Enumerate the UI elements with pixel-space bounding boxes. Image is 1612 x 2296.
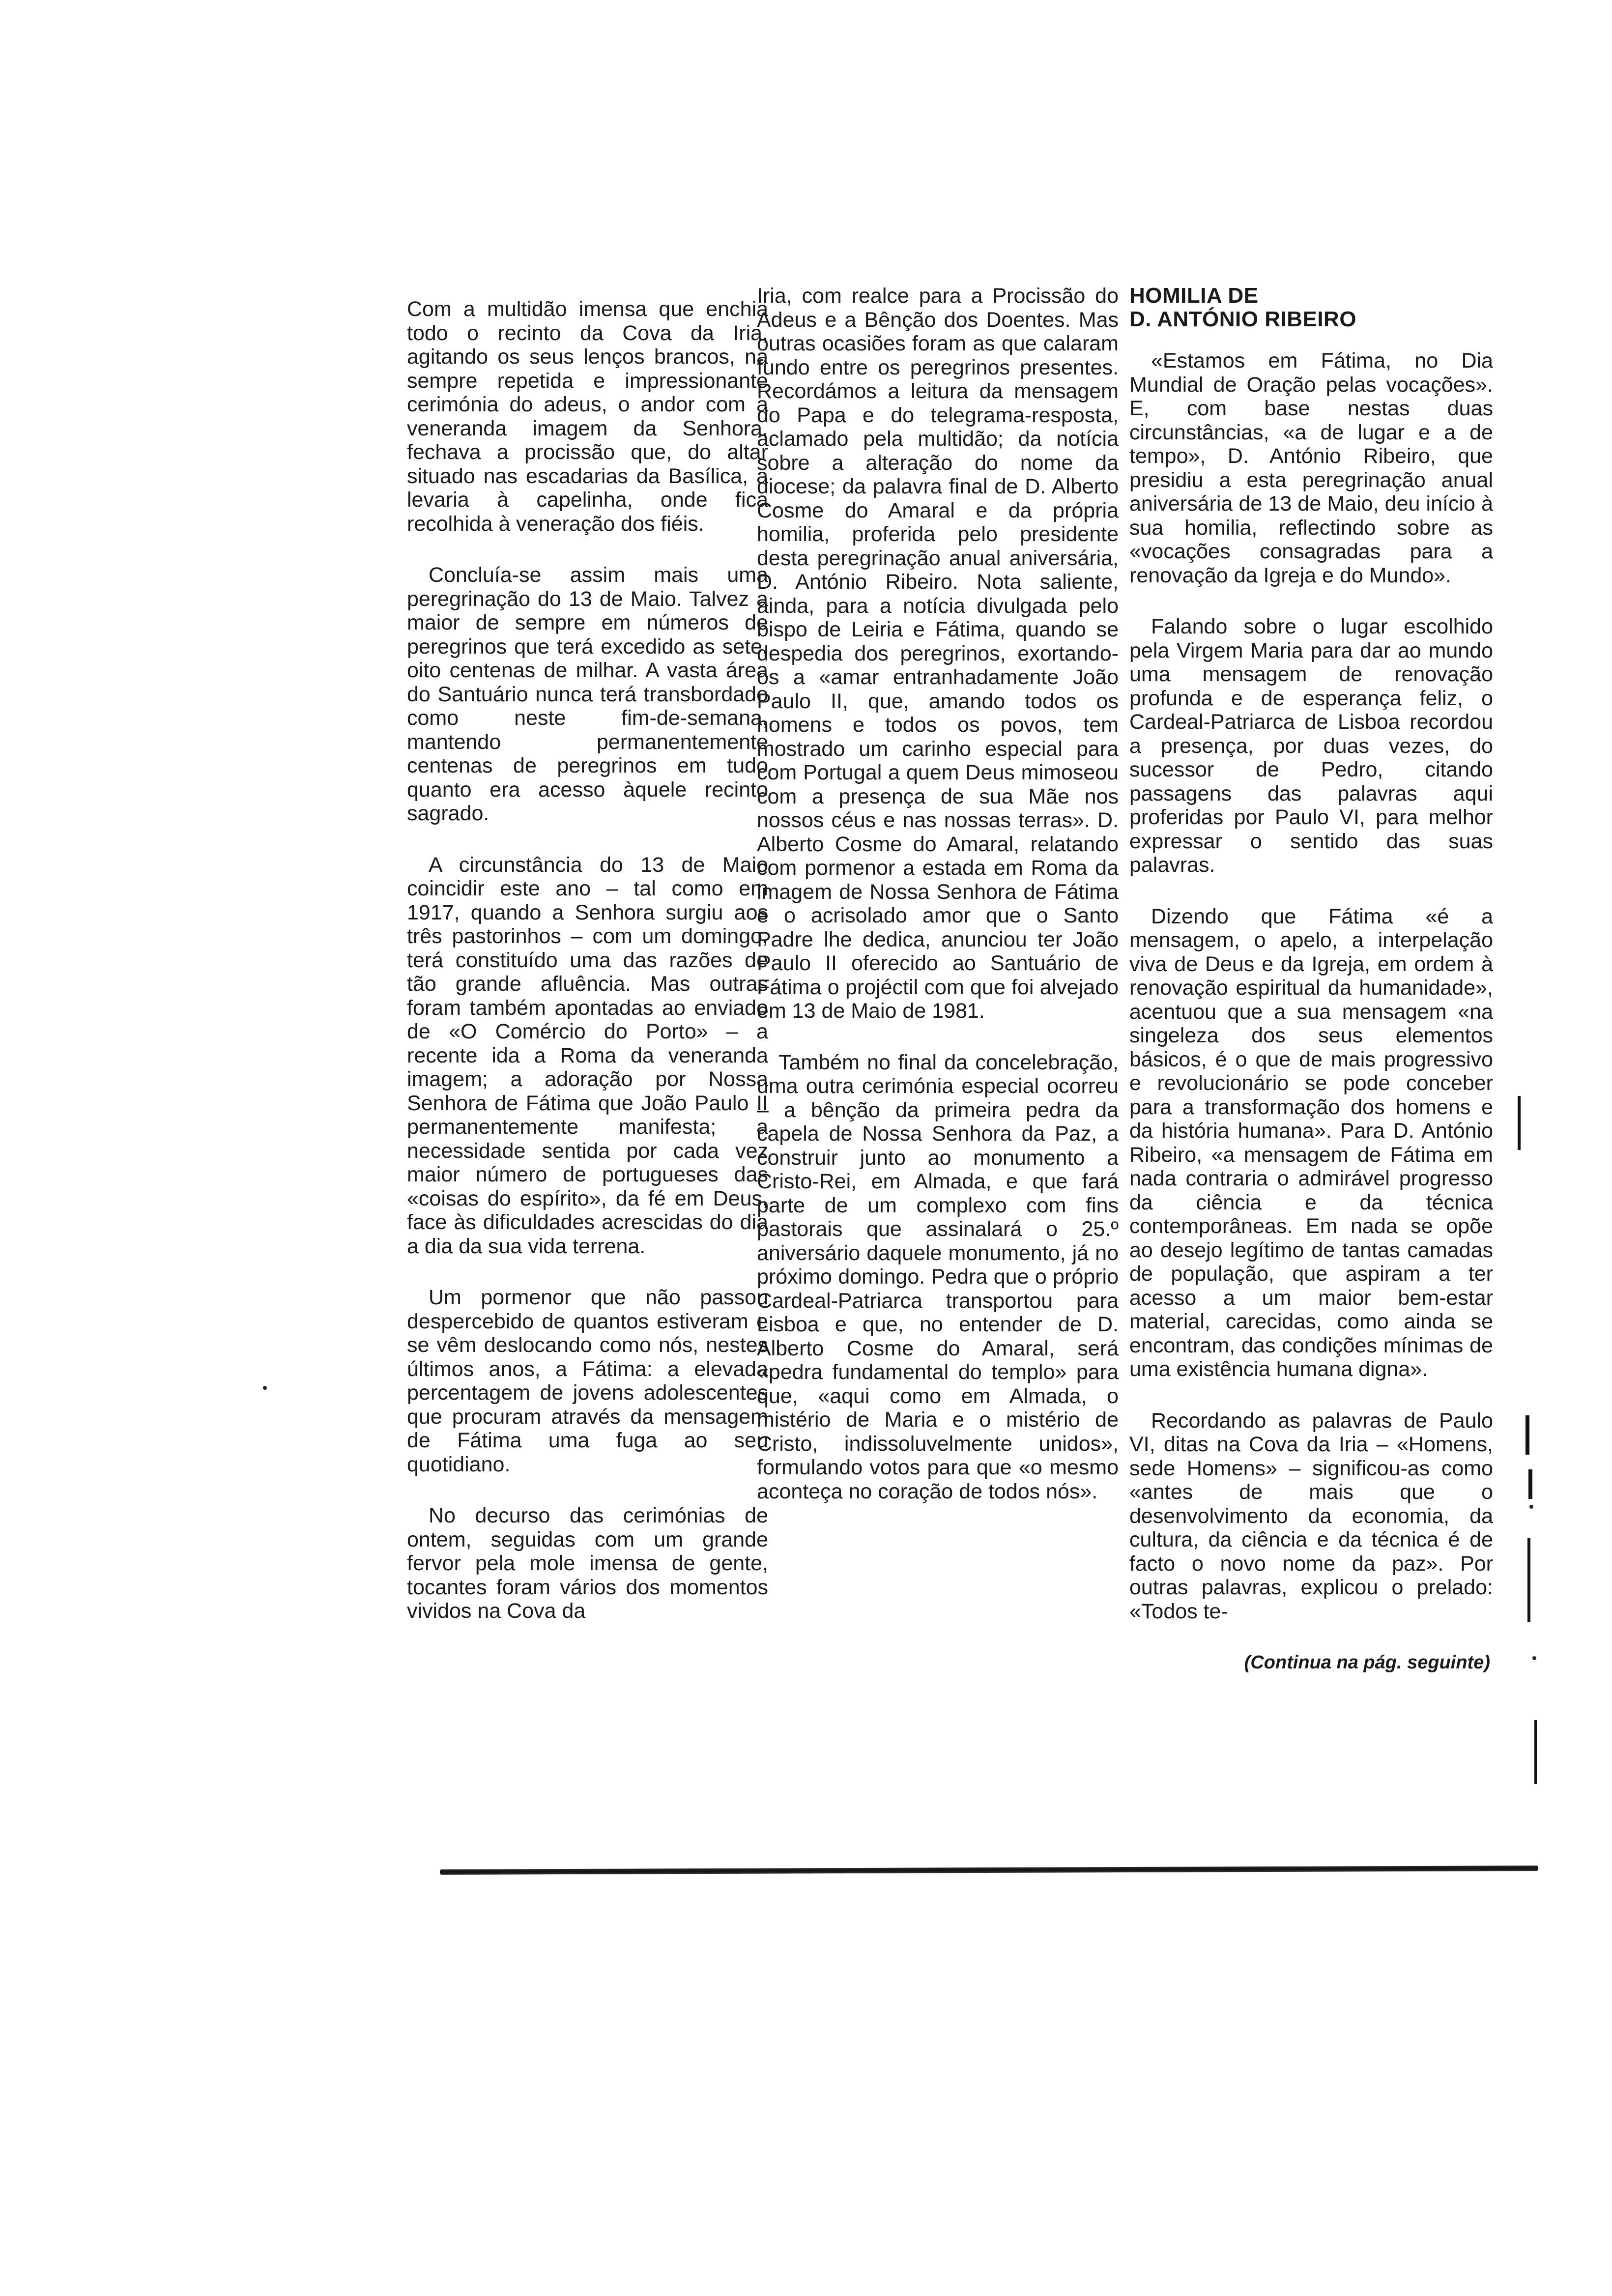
column-3-paragraph-2: Falando sobre o lugar escolhido pela Virgem Maria para dar ao mundo uma mensagem de renovação profunda e de esperança feliz, o Cardeal-Patriarca de Lisboa recordou a presença, por duas vezes, do sucessor de Pedro, citando passagens das palavras aqui proferidas por Paulo VI, para melhor expressar o sentido das suas palavras. [1129, 615, 1493, 877]
homily-headline [1129, 284, 1493, 331]
column-3-paragraph-3: Dizendo que Fátima «é a mensagem, o apelo, a interpelação viva de Deus e da Igreja, em ordem à renovação espiritual da humanidade», acentuou que a sua mensagem «na singeleza dos seus elementos básicos, é o que de mais progressivo e revolucionário se pode conceber para a transformação dos homens e da história humana». Para D. António Ribeiro, «a mensagem de Fátima em nada contraria o admirável progresso da ciência e da técnica contemporâneas. Em nada se opõe ao desejo legítimo de tantas camadas de população, que aspiram a ter acesso a um maior bem-estar material, carecidas, como ainda se encontram, das condições mínimas de uma existência humana digna». [1129, 904, 1493, 1381]
column-1-paragraph-5: No decurso das cerimónias de ontem, seguidas com um grande fervor pela mole imensa de gente, tocantes foram vários dos momentos vividos na Cova da [407, 1504, 768, 1623]
margin-scan-mark [1526, 1415, 1529, 1455]
homily-headline-line-1: HOMILIA DE [1129, 284, 1259, 308]
article-column-1 [407, 297, 768, 1651]
continued-on-next-page: (Continua na pág. seguinte) [1244, 1652, 1490, 1673]
margin-scan-mark [1528, 1469, 1532, 1499]
column-2-paragraph-2: Também no final da concelebração, uma outra cerimónia especial ocorreu – a bênção da primeira pedra da capela de Nossa Senhora da Paz, a construir junto ao monumento a Cristo-Rei, em Almada, e que fará parte de um complexo com fins pastorais que assinalará o 25.º aniversário daquele monumento, já no próximo domingo. Pedra que o próprio Cardeal-Patriarca transportou para Lisboa e que, no entender de D. Alberto Cosme do Amaral, será «pedra fundamental do templo» para que, «aqui como em Almada, o mistério de Maria e o mistério de Cristo, indissoluvelmente unidos», formulando votos para que «o mesmo aconteça no coração de todos nós». [757, 1050, 1119, 1503]
scan-speck [263, 1386, 267, 1390]
column-1-paragraph-3: A circunstância do 13 de Maio coincidir este ano – tal como em 1917, quando a Senhora surgiu aos três pastorinhos – com um domingo, terá constituído uma das razões de tão grande afluência. Mas outras foram também apontadas ao enviado de «O Comércio do Porto» – a recente ida a Roma da veneranda imagem; a adoração por Nossa Senhora de Fátima que João Paulo II permanentemente manifesta; a necessidade sentida por cada vez maior número de portugueses das «coisas do espírito», da fé em Deus, face às dificuldades acrescidas do dia a dia da sua vida terrena. [407, 853, 768, 1258]
margin-scan-mark [1518, 1096, 1521, 1150]
bottom-rule [440, 1866, 1538, 1875]
homily-headline-line-2: D. ANTÓNIO RIBEIRO [1129, 307, 1357, 331]
column-1-paragraph-4: Um pormenor que não passou despercebido de quantos estiveram e se vêm deslocando como nós, nestes últimos anos, a Fátima: a elevada percentagem de jovens adolescentes que procuram através da mensagem de Fátima uma fuga ao seu quotidiano. [407, 1286, 768, 1476]
column-1-paragraph-1: Com a multidão imensa que enchia todo o recinto da Cova da Iria, agitando os seus lenços brancos, na sempre repetida e impressionante cerimónia do adeus, o andor com a veneranda imagem da Senhora, fechava a procissão que, do altar situado nas escadarias da Basílica, a levaria à capelinha, onde fica recolhida à veneração dos fiéis. [407, 297, 768, 536]
scan-speck [1529, 1505, 1533, 1509]
column-1-paragraph-2: Concluía-se assim mais uma peregrinação do 13 de Maio. Talvez a maior de sempre em números de peregrinos que terá excedido as sete, oito centenas de milhar. A vasta área do Santuário nunca terá transbordado como neste fim-de-semana, mantendo permanentemente centenas de peregrinos em tudo quanto era acesso àquele recinto sagrado. [407, 563, 768, 825]
article-column-3 [1129, 284, 1493, 1675]
article-column-2 [757, 284, 1119, 1531]
column-3-paragraph-4: Recordando as palavras de Paulo VI, ditas na Cova da Iria – «Homens, sede Homens» – significou-as como «antes de mais que o desenvolvimento da economia, da cultura, da ciência e da técnica é de facto o novo nome da paz». Por outras palavras, explicou o prelado: «Todos te- [1129, 1408, 1493, 1623]
scan-speck [1532, 1656, 1536, 1660]
column-3-paragraph-1: «Estamos em Fátima, no Dia Mundial de Oração pelas vocações». E, com base nestas duas circunstâncias, «a de lugar e a de tempo», D. António Ribeiro, que presidiu a esta peregrinação anual aniversária de 13 de Maio, deu início à sua homilia, reflectindo sobre as «vocações consagradas para a renovação da Igreja e do Mundo». [1129, 349, 1493, 587]
margin-scan-mark [1534, 1720, 1537, 1784]
column-2-paragraph-1: Iria, com realce para a Procissão do Adeus e a Bênção dos Doentes. Mas outras ocasiões foram as que calaram fundo entre os peregrinos presentes. Recordámos a leitura da mensagem do Papa e do telegrama-resposta, aclamado pela multidão; da notícia sobre a alteração do nome da diocese; da palavra final de D. Alberto Cosme do Amaral e da própria homilia, proferida pelo presidente desta peregrinação anual aniversária, D. António Ribeiro. Nota saliente, ainda, para a notícia divulgada pelo bispo de Leiria e Fátima, quando se despedia dos peregrinos, exortando-os a «amar entranhadamente João Paulo II, que, amando todos os homens e todos os povos, tem mostrado um carinho especial para com Portugal a quem Deus mimoseou com a presença de sua Mãe nos nossos céus e nas nossas terras». D. Alberto Cosme do Amaral, relatando com pormenor a estada em Roma da imagem de Nossa Senhora de Fátima e o acrisolado amor que o Santo Padre lhe dedica, anunciou ter João Paulo II oferecido ao Santuário de Fátima o projéctil com que foi alvejado em 13 de Maio de 1981. [757, 284, 1119, 1023]
margin-scan-mark [1527, 1538, 1530, 1622]
